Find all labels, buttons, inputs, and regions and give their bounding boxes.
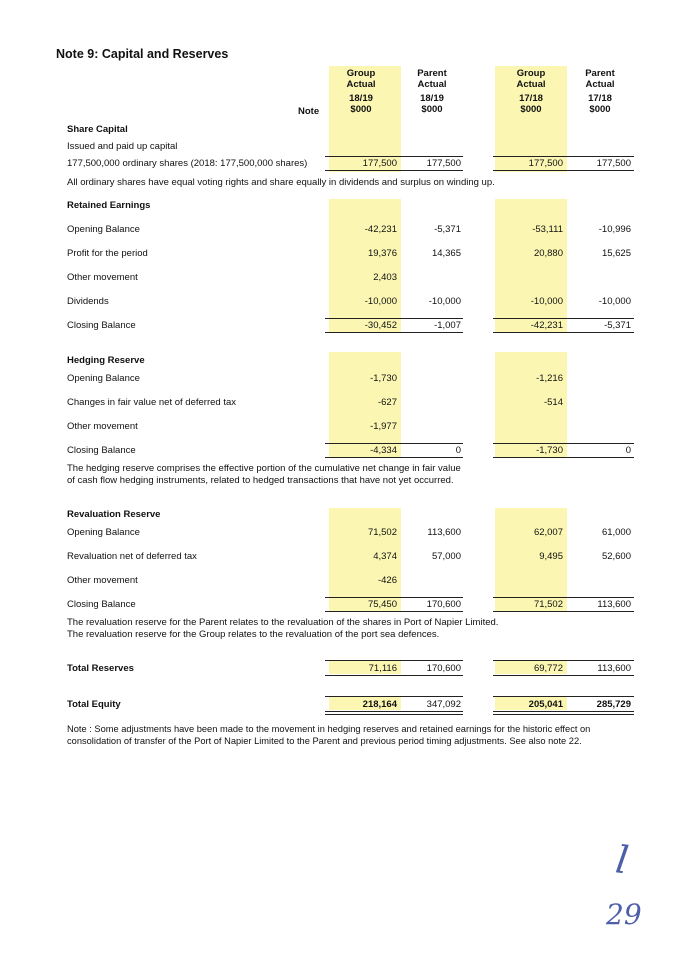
- table-cell: 205,041: [528, 699, 563, 710]
- hedging-reserve-heading: Hedging Reserve: [67, 355, 145, 366]
- table-row-label: Other movement: [67, 575, 138, 586]
- highlight-group-1718-retained: [495, 199, 567, 332]
- col-header-parent-1819: Parent Actual 18/19 $000: [417, 68, 447, 115]
- subtotal-rule: [493, 696, 634, 697]
- footnote-line-2: consolidation of transfer of the Port of Napier Limited to the Parent and previous period timing adjustments. See also note 22.: [67, 736, 582, 746]
- share-capital-rule-3: [325, 170, 463, 171]
- total-rule: [325, 457, 463, 458]
- table-cell: 113,600: [597, 599, 631, 610]
- table-cell: 285,729: [596, 699, 631, 710]
- table-cell: 71,502: [367, 527, 397, 538]
- share-capital-value: 177,500: [426, 158, 461, 169]
- table-cell: -10,996: [598, 224, 631, 235]
- table-cell: -4,334: [370, 445, 397, 456]
- total-rule: [493, 675, 634, 676]
- revaluation-note-line-1: The revaluation reserve for the Parent relates to the revaluation of the shares in Port of Napier Limited.: [67, 617, 499, 628]
- col-header-group-1819: Group Actual 18/19 $000: [346, 68, 376, 115]
- share-capital-rule-2: [493, 156, 634, 157]
- table-cell: 57,000: [431, 551, 461, 562]
- share-capital-value: 177,500: [528, 158, 563, 169]
- table-cell: 69,772: [533, 663, 563, 674]
- table-row-label: Opening Balance: [67, 373, 140, 384]
- table-cell: 9,495: [539, 551, 563, 562]
- table-cell: 113,600: [427, 527, 461, 538]
- table-cell: -10,000: [598, 296, 631, 307]
- table-cell: -1,007: [434, 320, 461, 331]
- subtotal-rule: [325, 696, 463, 697]
- share-capital-heading: Share Capital: [67, 124, 128, 135]
- table-cell: -1,730: [536, 445, 563, 456]
- share-capital-note: All ordinary shares have equal voting rights and share equally in dividends and surplus on winding up.: [67, 177, 495, 188]
- double-total-rule: [493, 711, 634, 715]
- table-row-label: Dividends: [67, 296, 109, 307]
- share-capital-subheading: Issued and paid up capital: [67, 141, 178, 152]
- handwritten-page-number: 29: [606, 898, 642, 931]
- table-row-label: Revaluation net of deferred tax: [67, 551, 197, 562]
- total-rule: [493, 457, 634, 458]
- col-header-parent-1718: Parent Actual 17/18 $000: [585, 68, 615, 115]
- table-cell: -10,000: [364, 296, 397, 307]
- hedging-note-line-1: The hedging reserve comprises the effective portion of the cumulative net change in fair value: [67, 463, 461, 474]
- table-cell: 170,600: [426, 663, 461, 674]
- page-title: Note 9: Capital and Reserves: [56, 47, 229, 61]
- total-rule: [325, 675, 463, 676]
- table-row-label: Closing Balance: [67, 599, 136, 610]
- table-row-label: Opening Balance: [67, 527, 140, 538]
- table-row-label: Other movement: [67, 272, 138, 283]
- table-cell: -1,216: [536, 373, 563, 384]
- handwritten-initial: l: [612, 837, 632, 883]
- table-cell: -42,231: [530, 320, 563, 331]
- subtotal-rule: [325, 597, 463, 598]
- subtotal-rule: [493, 318, 634, 319]
- table-row-label: Changes in fair value net of deferred tax: [67, 397, 236, 408]
- table-cell: 0: [625, 445, 631, 456]
- total-rule: [325, 332, 463, 333]
- table-cell: 20,880: [533, 248, 563, 259]
- subtotal-rule: [325, 318, 463, 319]
- revaluation-reserve-heading: Revaluation Reserve: [67, 509, 161, 520]
- table-cell: 71,116: [368, 663, 397, 674]
- table-cell: -53,111: [532, 224, 563, 235]
- table-cell: 2,403: [373, 272, 397, 283]
- hedging-note-line-2: of cash flow hedging instruments, related to hedged transactions that have not yet occurred.: [67, 475, 454, 486]
- table-cell: 75,450: [367, 599, 397, 610]
- table-cell: 170,600: [426, 599, 461, 610]
- table-cell: 71,502: [533, 599, 563, 610]
- subtotal-rule: [493, 597, 634, 598]
- table-cell: 0: [455, 445, 461, 456]
- table-cell: -10,000: [428, 296, 461, 307]
- table-cell: -42,231: [364, 224, 397, 235]
- table-cell: 14,365: [431, 248, 461, 259]
- double-total-rule: [325, 711, 463, 715]
- table-cell: 218,164: [362, 699, 397, 710]
- table-row-label: Profit for the period: [67, 248, 148, 259]
- subtotal-rule: [493, 660, 634, 661]
- table-cell: 113,600: [597, 663, 631, 674]
- table-row-label: Opening Balance: [67, 224, 140, 235]
- table-cell: -1,977: [370, 421, 397, 432]
- table-cell: -30,452: [364, 320, 397, 331]
- share-capital-rule-1: [325, 156, 463, 157]
- table-cell: 62,007: [533, 527, 563, 538]
- table-row-label: Closing Balance: [67, 320, 136, 331]
- table-cell: -10,000: [530, 296, 563, 307]
- share-capital-value: 177,500: [362, 158, 397, 169]
- table-cell: -1,730: [370, 373, 397, 384]
- total-rule: [493, 611, 634, 612]
- table-row-label: Other movement: [67, 421, 138, 432]
- subtotal-rule: [325, 443, 463, 444]
- table-cell: -5,371: [434, 224, 461, 235]
- table-cell: 52,600: [601, 551, 631, 562]
- subtotal-rule: [325, 660, 463, 661]
- total-reserves-label: Total Reserves: [67, 663, 134, 674]
- table-cell: -627: [377, 397, 397, 408]
- total-rule: [493, 332, 634, 333]
- revaluation-note-line-2: The revaluation reserve for the Group relates to the revaluation of the port sea defences.: [67, 629, 440, 640]
- highlight-group-1819-retained: [329, 199, 401, 332]
- share-capital-row-label: 177,500,000 ordinary shares (2018: 177,500,000 shares): [67, 158, 308, 169]
- col-header-group-1718: Group Actual 17/18 $000: [516, 68, 546, 115]
- share-capital-rule-4: [493, 170, 634, 171]
- footnote-line-1: Note : Some adjustments have been made to the movement in hedging reserves and retained earnings for the historic effect on: [67, 724, 591, 734]
- total-equity-label: Total Equity: [67, 699, 121, 710]
- total-rule: [325, 611, 463, 612]
- table-cell: 19,376: [367, 248, 397, 259]
- table-cell: -426: [377, 575, 397, 586]
- table-cell: 4,374: [373, 551, 397, 562]
- subtotal-rule: [493, 443, 634, 444]
- table-cell: 15,625: [601, 248, 631, 259]
- table-cell: 347,092: [426, 699, 461, 710]
- table-row-label: Closing Balance: [67, 445, 136, 456]
- table-cell: -5,371: [604, 320, 631, 331]
- table-cell: -514: [543, 397, 563, 408]
- retained-earnings-heading: Retained Earnings: [67, 200, 151, 211]
- note-column-label: Note: [298, 106, 320, 117]
- table-cell: 61,000: [601, 527, 631, 538]
- share-capital-value: 177,500: [596, 158, 631, 169]
